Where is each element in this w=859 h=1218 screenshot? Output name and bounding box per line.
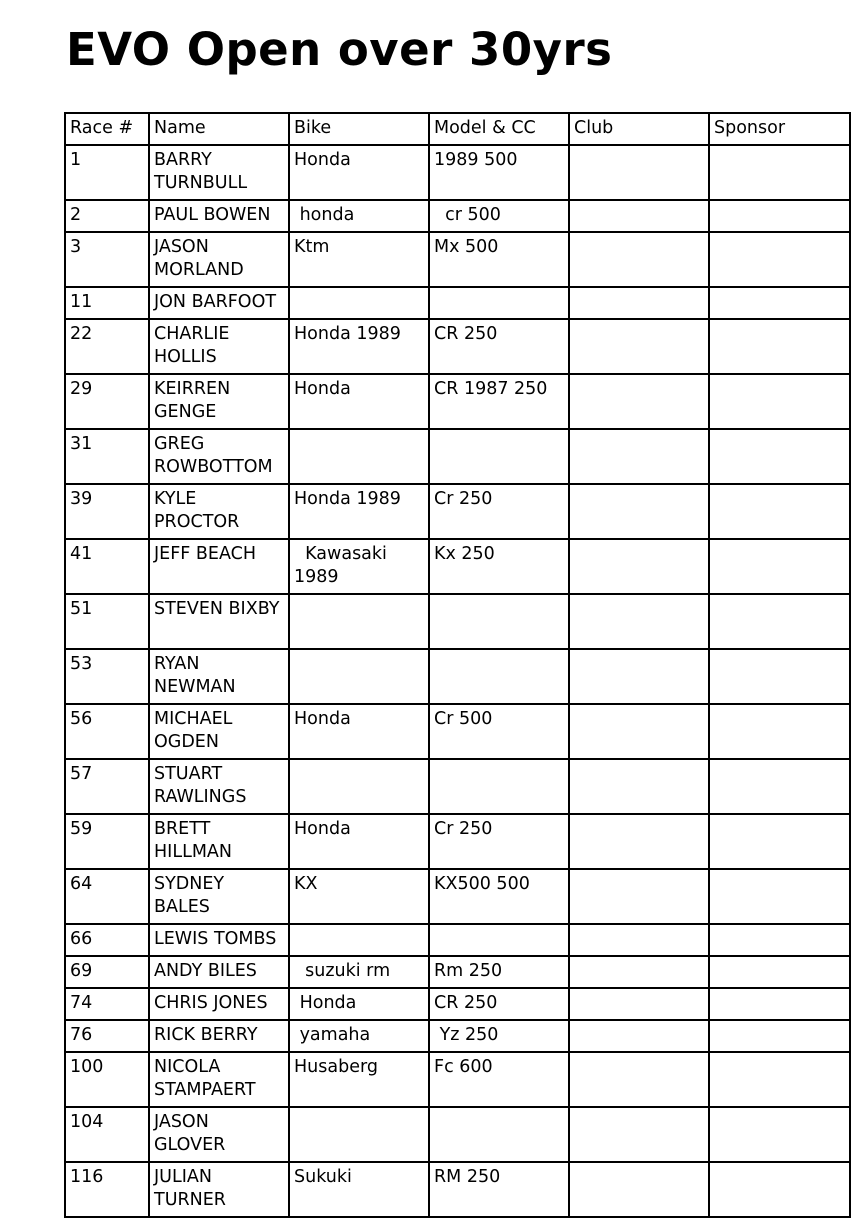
cell-club (569, 374, 709, 429)
cell-club (569, 704, 709, 759)
cell-race: 53 (65, 649, 149, 704)
table-row (65, 539, 850, 594)
cell-model: Cr 250 (429, 814, 569, 869)
cell-bike (289, 287, 429, 319)
cell-bike: honda (289, 200, 429, 232)
cell-race: 66 (65, 924, 149, 956)
cell-club (569, 287, 709, 319)
cell-race: 76 (65, 1020, 149, 1052)
cell-race: 3 (65, 232, 149, 287)
cell-model (429, 1107, 569, 1162)
cell-sponsor (709, 484, 850, 539)
cell-name: BRETT HILLMAN (149, 814, 289, 869)
cell-bike: Ktm (289, 232, 429, 287)
cell-bike: Honda (289, 814, 429, 869)
cell-name: LEWIS TOMBS (149, 924, 289, 956)
table-row (65, 374, 850, 429)
cell-club (569, 956, 709, 988)
table-row (65, 484, 850, 539)
cell-race: 57 (65, 759, 149, 814)
cell-sponsor (709, 1020, 850, 1052)
cell-name: SYDNEY BALES (149, 869, 289, 924)
cell-model (429, 287, 569, 319)
cell-model (429, 759, 569, 814)
cell-sponsor (709, 594, 850, 649)
page-title: EVO Open over 30yrs (66, 23, 613, 76)
cell-club (569, 1052, 709, 1107)
cell-sponsor (709, 1162, 850, 1217)
cell-model: 1989 500 (429, 145, 569, 200)
cell-sponsor (709, 1107, 850, 1162)
cell-name: RYAN NEWMAN (149, 649, 289, 704)
cell-name: JEFF BEACH (149, 539, 289, 594)
cell-model: Cr 250 (429, 484, 569, 539)
table-row (65, 200, 850, 232)
cell-race: 56 (65, 704, 149, 759)
cell-name: STEVEN BIXBY (149, 594, 289, 649)
cell-name: ANDY BILES (149, 956, 289, 988)
cell-bike: Honda (289, 988, 429, 1020)
header-name: Name (149, 113, 289, 145)
cell-bike (289, 1107, 429, 1162)
cell-name: GREG ROWBOTTOM (149, 429, 289, 484)
cell-model: Fc 600 (429, 1052, 569, 1107)
cell-sponsor (709, 649, 850, 704)
cell-model: Cr 500 (429, 704, 569, 759)
cell-bike: Honda (289, 145, 429, 200)
cell-sponsor (709, 200, 850, 232)
cell-club (569, 200, 709, 232)
cell-model: Yz 250 (429, 1020, 569, 1052)
header-club: Club (569, 113, 709, 145)
table-row (65, 649, 850, 704)
cell-bike (289, 649, 429, 704)
cell-bike: Honda (289, 704, 429, 759)
entries-table (64, 112, 851, 1218)
table-row (65, 956, 850, 988)
cell-name: JULIAN TURNER (149, 1162, 289, 1217)
cell-race: 59 (65, 814, 149, 869)
cell-sponsor (709, 924, 850, 956)
table-row (65, 287, 850, 319)
cell-race: 29 (65, 374, 149, 429)
cell-sponsor (709, 1052, 850, 1107)
cell-model: Mx 500 (429, 232, 569, 287)
table-row (65, 814, 850, 869)
cell-bike (289, 924, 429, 956)
header-race: Race # (65, 113, 149, 145)
cell-model (429, 649, 569, 704)
cell-race: 64 (65, 869, 149, 924)
table-row (65, 594, 850, 649)
cell-model: Rm 250 (429, 956, 569, 988)
cell-bike: KX (289, 869, 429, 924)
cell-club (569, 924, 709, 956)
cell-bike: Honda 1989 (289, 319, 429, 374)
cell-model: CR 250 (429, 319, 569, 374)
cell-model: KX500 500 (429, 869, 569, 924)
cell-sponsor (709, 539, 850, 594)
cell-club (569, 1020, 709, 1052)
entries-body (65, 145, 850, 1217)
cell-race: 41 (65, 539, 149, 594)
cell-bike: suzuki rm (289, 956, 429, 988)
table-row (65, 429, 850, 484)
cell-sponsor (709, 374, 850, 429)
cell-race: 51 (65, 594, 149, 649)
cell-club (569, 988, 709, 1020)
cell-race: 31 (65, 429, 149, 484)
cell-club (569, 145, 709, 200)
cell-race: 1 (65, 145, 149, 200)
table-row (65, 319, 850, 374)
cell-sponsor (709, 814, 850, 869)
cell-club (569, 869, 709, 924)
cell-sponsor (709, 145, 850, 200)
cell-name: STUART RAWLINGS (149, 759, 289, 814)
cell-bike (289, 759, 429, 814)
cell-race: 116 (65, 1162, 149, 1217)
table-row (65, 869, 850, 924)
cell-name: RICK BERRY (149, 1020, 289, 1052)
header-bike: Bike (289, 113, 429, 145)
cell-model (429, 429, 569, 484)
cell-name: CHARLIE HOLLIS (149, 319, 289, 374)
cell-model (429, 924, 569, 956)
cell-race: 22 (65, 319, 149, 374)
cell-sponsor (709, 429, 850, 484)
cell-sponsor (709, 956, 850, 988)
cell-sponsor (709, 704, 850, 759)
cell-bike (289, 429, 429, 484)
cell-name: NICOLA STAMPAERT (149, 1052, 289, 1107)
header-model: Model & CC (429, 113, 569, 145)
cell-model: cr 500 (429, 200, 569, 232)
header-sponsor: Sponsor (709, 113, 850, 145)
cell-sponsor (709, 232, 850, 287)
cell-club (569, 1107, 709, 1162)
cell-name: PAUL BOWEN (149, 200, 289, 232)
cell-bike: yamaha (289, 1020, 429, 1052)
table-row (65, 704, 850, 759)
cell-race: 11 (65, 287, 149, 319)
cell-sponsor (709, 988, 850, 1020)
cell-bike: Kawasaki 1989 (289, 539, 429, 594)
header-row (65, 113, 850, 145)
cell-name: KYLE PROCTOR (149, 484, 289, 539)
cell-bike: Honda (289, 374, 429, 429)
cell-club (569, 649, 709, 704)
cell-sponsor (709, 759, 850, 814)
cell-club (569, 539, 709, 594)
cell-club (569, 429, 709, 484)
cell-race: 39 (65, 484, 149, 539)
cell-name: BARRY TURNBULL (149, 145, 289, 200)
cell-bike: Husaberg (289, 1052, 429, 1107)
table-row (65, 1107, 850, 1162)
cell-name: JASON MORLAND (149, 232, 289, 287)
cell-sponsor (709, 869, 850, 924)
table-row (65, 1052, 850, 1107)
cell-club (569, 1162, 709, 1217)
cell-race: 100 (65, 1052, 149, 1107)
cell-bike: Honda 1989 (289, 484, 429, 539)
cell-club (569, 594, 709, 649)
cell-race: 2 (65, 200, 149, 232)
cell-bike (289, 594, 429, 649)
table-row (65, 145, 850, 200)
cell-model: RM 250 (429, 1162, 569, 1217)
cell-sponsor (709, 287, 850, 319)
cell-club (569, 484, 709, 539)
cell-name: MICHAEL OGDEN (149, 704, 289, 759)
cell-model: Kx 250 (429, 539, 569, 594)
cell-race: 74 (65, 988, 149, 1020)
table-row (65, 1020, 850, 1052)
table-row (65, 924, 850, 956)
cell-bike: Sukuki (289, 1162, 429, 1217)
cell-club (569, 759, 709, 814)
cell-sponsor (709, 319, 850, 374)
table-row (65, 759, 850, 814)
cell-name: JASON GLOVER (149, 1107, 289, 1162)
cell-model (429, 594, 569, 649)
cell-club (569, 232, 709, 287)
cell-name: JON BARFOOT (149, 287, 289, 319)
cell-race: 104 (65, 1107, 149, 1162)
cell-name: CHRIS JONES (149, 988, 289, 1020)
cell-model: CR 250 (429, 988, 569, 1020)
table-row (65, 988, 850, 1020)
cell-race: 69 (65, 956, 149, 988)
cell-club (569, 814, 709, 869)
cell-club (569, 319, 709, 374)
table-row (65, 1162, 850, 1217)
cell-name: KEIRREN GENGE (149, 374, 289, 429)
table-row (65, 232, 850, 287)
cell-model: CR 1987 250 (429, 374, 569, 429)
